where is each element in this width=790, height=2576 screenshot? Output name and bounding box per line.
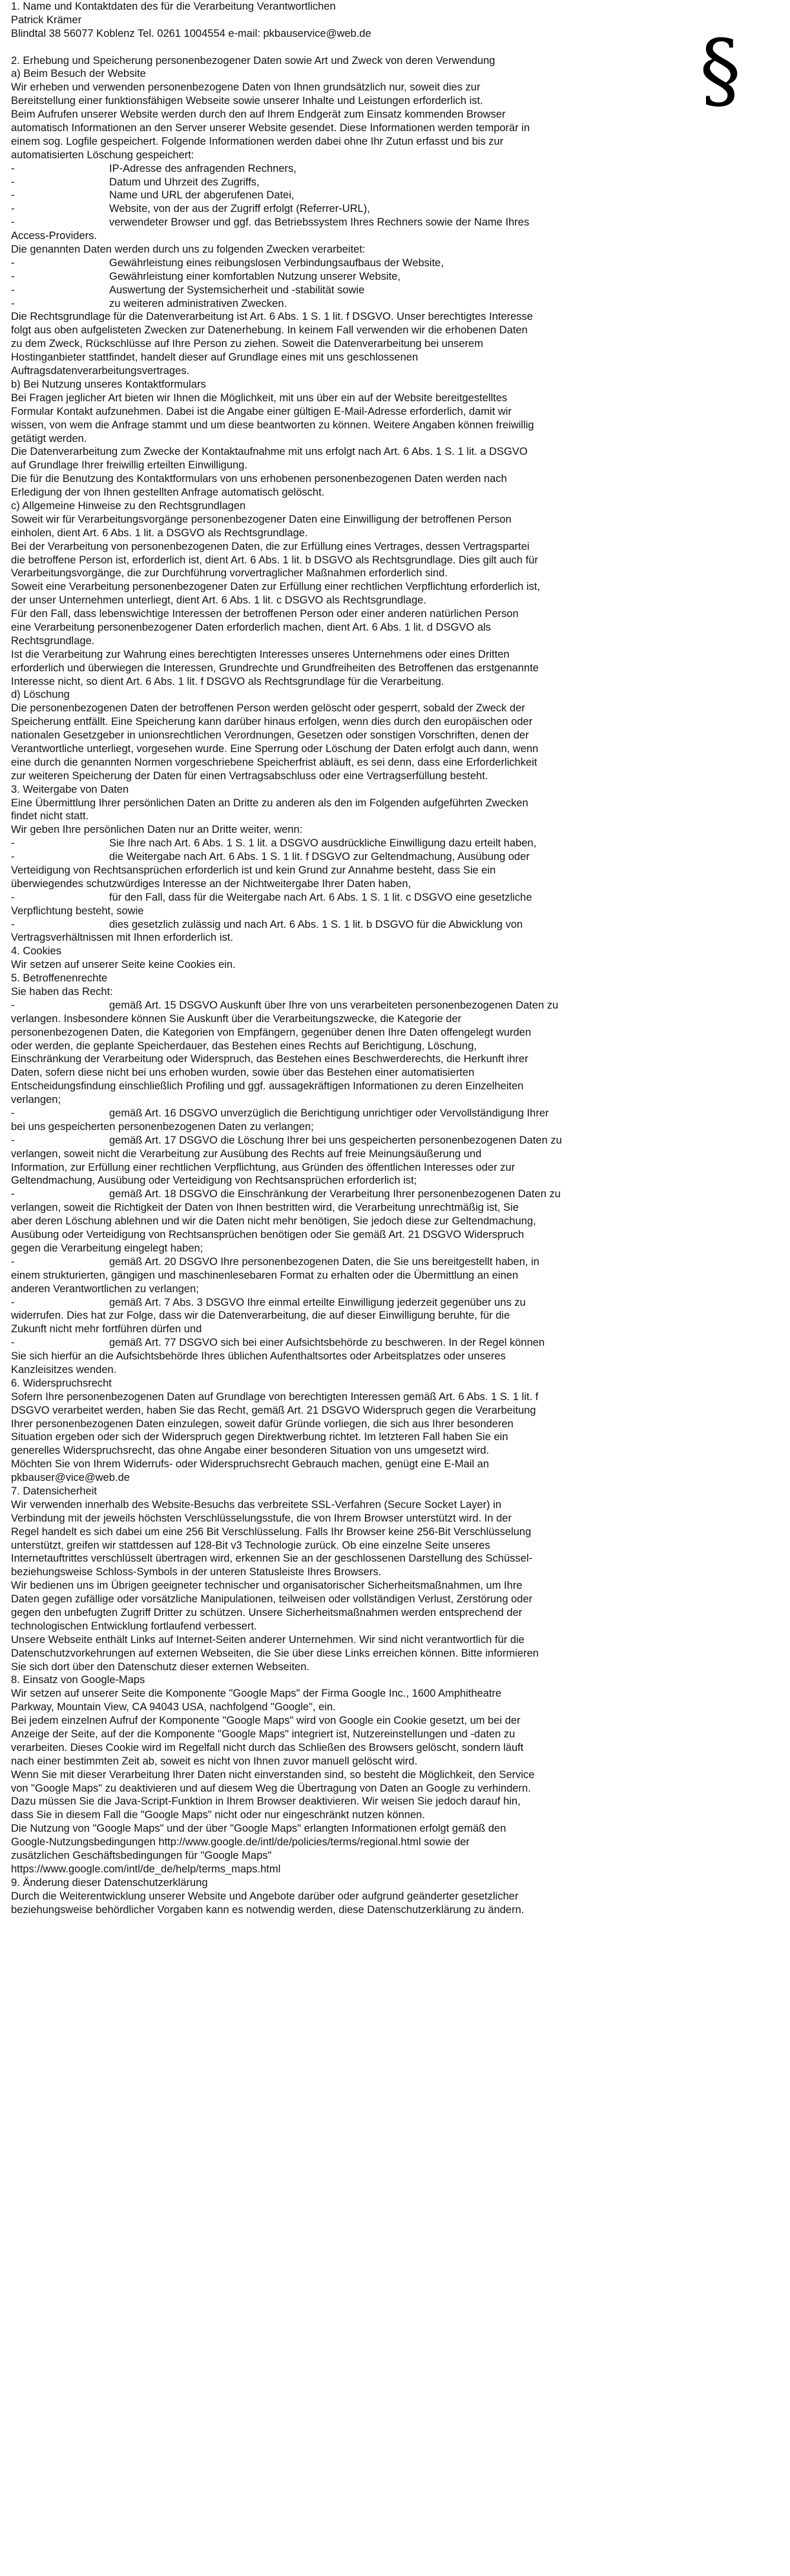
text-line: der unser Unternehmen unterliegt, dient Art. 6 Abs. 1 lit. c DSGVO als Rechtsgrundlage. <box>11 594 426 607</box>
text-line: Patrick Krämer <box>11 14 82 26</box>
text-line: Ausübung oder Verteidigung von Rechtsansprüchen benötigen oder Sie gemäß Art. 21 DSGVO Widerspruch <box>11 1229 525 1241</box>
text-line: Bei Fragen jeglicher Art bieten wir Ihnen die Möglichkeit, mit uns über ein auf der Website bereitgestelltes <box>11 392 508 404</box>
list-dash: - <box>11 851 15 863</box>
text-line: widerrufen. Dies hat zur Folge, dass wir die Datenverarbeitung, die auf dieser Einwilligung beruhte, für die <box>11 1310 510 1322</box>
text-line: personenbezogenen Daten, die Kategorien von Empfängern, gegenüber denen Ihre Daten offengelegt wurden <box>11 1026 532 1038</box>
text-line: Verpflichtung besteht, sowie <box>11 905 144 917</box>
list-dash: - <box>11 216 15 229</box>
list-dash: - <box>11 189 15 202</box>
text-line: nationalen Gesetzgeber in unionsrechtlichen Verordnungen, Gesetzen oder sonstigen Vorschriften, denen der <box>11 729 529 742</box>
text-line: Information, zur Erfüllung einer rechtlichen Verpflichtung, aus Gründen des öffentlichen Interesses oder zur <box>11 1161 515 1173</box>
text-line: Die Rechtsgrundlage für die Datenverarbeitung ist Art. 6 Abs. 1 S. 1 lit. f DSGVO. Unser berechtigtes Interesse <box>11 311 533 323</box>
text-line: einholen, dient Art. 6 Abs. 1 lit. a DSGVO als Rechtsgrundlage. <box>11 527 308 539</box>
text-line: erforderlich und überwiegen die Interessen, Grundrechte und Grundfreiheiten des Betroffenen das erstgenannte <box>11 662 539 674</box>
text-line: Wir setzen auf unserer Seite keine Cookies ein. <box>11 959 236 971</box>
text-line: eine Verarbeitung personenbezogener Daten erforderlich machen, dient Art. 6 Abs. 1 lit. d DSGVO als <box>11 621 491 633</box>
list-item-text: gemäß Art. 77 DSGVO sich bei einer Aufsichtsbehörde zu beschweren. In der Regel können <box>109 1337 545 1349</box>
list-item <box>11 837 696 850</box>
list-dash: - <box>11 284 15 296</box>
text-line: Für den Fall, dass lebenswichtige Interessen der betroffenen Person oder einer anderen natürlichen Person <box>11 608 519 620</box>
list-item-text: gemäß Art. 15 DSGVO Auskunft über Ihre von uns verarbeiteten personenbezogenen Daten zu <box>109 999 559 1011</box>
list-item-text: gemäß Art. 7 Abs. 3 DSGVO Ihre einmal erteilte Einwilligung jederzeit gegenüber uns zu <box>109 1296 526 1308</box>
text-line: Durch die Weiterentwicklung unserer Website und Angebote darüber oder aufgrund geänderter gesetzlicher <box>11 1890 519 1902</box>
text-line: 9. Änderung dieser Datenschutzerklärung <box>11 1876 208 1889</box>
text-line: Ihrer personenbezogenen Daten einzulegen, soweit dafür Gründe vorliegen, die sich aus Ihrer besonderen <box>11 1418 514 1430</box>
list-item <box>11 1296 696 1310</box>
text-line: Sie sich dort über den Datenschutz dieser externen Webseiten. <box>11 1660 309 1673</box>
text-line: Speicherung entfällt. Eine Speicherung kann darüber hinaus erfolgen, wenn dies durch den europäischen oder <box>11 716 533 728</box>
list-item <box>11 270 696 284</box>
list-item <box>11 1255 696 1269</box>
section-sign-icon: § <box>700 23 741 119</box>
list-item-text: zu weiteren administrativen Zwecken. <box>109 297 287 309</box>
text-line: Wenn Sie mit dieser Verarbeitung Ihrer Daten nicht einverstanden sind, so besteht die Möglichkeit, den Service <box>11 1768 535 1781</box>
text-line: Wir verwenden innerhalb des Website-Besuchs das verbreitete SSL-Verfahren (Secure Socket Layer) in <box>11 1498 502 1511</box>
text-line: findet nicht statt. <box>11 810 89 822</box>
text-line: getätigt werden. <box>11 432 87 445</box>
list-item <box>11 202 696 216</box>
text-line: auf Grundlage Ihrer freiwillig erteilten Einwilligung. <box>11 459 247 472</box>
list-item <box>11 162 696 176</box>
list-item-text: gemäß Art. 16 DSGVO unverzüglich die Berichtigung unrichtiger oder Vervollständigung Ihrer <box>109 1107 549 1120</box>
list-item-text: Website, von der aus der Zugriff erfolgt (Referrer-URL), <box>109 203 370 215</box>
text-line: Google-Nutzungsbedingungen http://www.google.de/intl/de/policies/terms/regional.html sowie der <box>11 1836 470 1848</box>
text-line: 7. Datensicherheit <box>11 1485 97 1497</box>
text-line: Situation ergeben oder sich der Widerspruch gegen Direktwerbung richtet. Im letzteren Fall haben Sie ein <box>11 1431 508 1443</box>
text-line: Auftragsdatenverarbeitungsvertrages. <box>11 365 190 377</box>
list-item <box>11 1134 696 1147</box>
list-item-text: Auswertung der Systemsicherheit und -stabilität sowie <box>109 284 365 296</box>
list-item-text: für den Fall, dass für die Weitergabe nach Art. 6 Abs. 1 S. 1 lit. c DSGVO eine gesetzliche <box>109 891 532 903</box>
text-line: Parkway, Mountain View, CA 94043 USA, nachfolgend "Google", ein. <box>11 1701 336 1713</box>
list-item-text: Name und URL der abgerufenen Datei, <box>109 189 295 202</box>
text-line: beziehungsweise behördlicher Vorgaben kann es notwendig werden, diese Datenschutzerklärung zu ändern. <box>11 1903 525 1916</box>
list-dash: - <box>11 837 15 850</box>
privacy-policy-document <box>11 0 696 1916</box>
text-line: Formular Kontakt aufzunehmen. Dabei ist die Angabe einer gültigen E-Mail-Adresse erforderlich, damit wir <box>11 405 512 417</box>
text-line: Bei der Verarbeitung von personenbezogenen Daten, die zur Erfüllung eines Vertrages, dessen Vertragspartei <box>11 540 530 552</box>
text-line: die betroffene Person ist, erforderlich ist, dient Art. 6 Abs. 1 lit. b DSGVO als Rechtsgrundlage. Dies gilt auch für <box>11 554 538 566</box>
list-item <box>11 918 696 932</box>
text-line: automatisch Informationen an den Server unserer Website gesendet. Diese Informationen werden temporär in <box>11 122 530 134</box>
text-line: Sie haben das Recht: <box>11 986 113 998</box>
text-line: Eine Übermittlung Ihrer persönlichen Daten an Dritte zu anderen als den im Folgenden aufgeführten Zwecken <box>11 797 528 809</box>
text-line: 5. Betroffenenrechte <box>11 972 108 985</box>
text-line: Verantwortliche unterliegt, vorgesehen wurde. Eine Sperrung oder Löschung der Daten erfolgt auch dann, wenn <box>11 742 539 755</box>
list-item <box>11 1188 696 1201</box>
text-line: 6. Widerspruchsrecht <box>11 1377 112 1389</box>
list-item <box>11 284 696 297</box>
list-dash: - <box>11 162 15 174</box>
text-line: 3. Weitergabe von Daten <box>11 783 129 795</box>
text-line: zur weiteren Speicherung der Daten für einen Vertragsabschluss oder eine Vertragserfüllung besteht. <box>11 770 488 782</box>
list-item-text: Datum und Uhrzeit des Zugriffs, <box>109 176 260 188</box>
text-line: b) Bei Nutzung unseres Kontaktformulars <box>11 378 206 390</box>
text-line: technologischen Entwicklung fortlaufend verbessert. <box>11 1620 257 1632</box>
text-line: Unsere Webseite enthält Links auf Internet-Seiten anderer Unternehmen. Wir sind nicht verantwortlich für die <box>11 1633 525 1646</box>
list-item-text: Sie Ihre nach Art. 6 Abs. 1 S. 1 lit. a DSGVO ausdrückliche Einwilligung dazu erteilt haben, <box>109 837 537 850</box>
list-item <box>11 850 696 864</box>
text-line: Vertragsverhältnissen mit Ihnen erforderlich ist. <box>11 932 233 944</box>
list-item-text: IP-Adresse des anfragenden Rechners, <box>109 162 296 174</box>
text-line: verlangen, soweit die Richtigkeit der Daten von Ihnen bestritten wird, die Verarbeitung unrechtmäßig ist, Sie <box>11 1202 519 1214</box>
text-line: Daten gegen zufällige oder vorsätzliche Manipulationen, teilweisen oder vollständigen Verlust, Zerstörung oder <box>11 1593 533 1606</box>
text-line: Sofern Ihre personenbezogenen Daten auf Grundlage von berechtigten Interessen gemäß Art. 6 Abs. 1 S. 1 lit. f <box>11 1390 539 1403</box>
text-line: Zukunft nicht mehr fortführen dürfen und <box>11 1323 202 1335</box>
list-dash: - <box>11 176 15 188</box>
text-line: beziehungsweise Schloss-Symbols in der unteren Statusleiste Ihres Browsers. <box>11 1566 382 1578</box>
text-line: Die personenbezogenen Daten der betroffenen Person werden gelöscht oder gesperrt, sobald der Zweck der <box>11 702 525 715</box>
text-line: generelles Widerspruchsrecht, das ohne Angabe einer besonderen Situation von uns umgesetzt wird. <box>11 1445 490 1457</box>
list-item <box>11 176 696 189</box>
text-line: Kanzleisitzes wenden. <box>11 1363 117 1376</box>
list-dash: - <box>11 1337 15 1349</box>
text-line: anderen Verantwortlichen zu verlangen; <box>11 1283 199 1295</box>
text-line: oder werden, die geplante Speicherdauer, das Bestehen eines Rechts auf Berichtigung, Löschung, <box>11 1040 477 1052</box>
text-line: zusätzlichen Geschäftsbedingungen für "Google Maps" <box>11 1850 272 1862</box>
text-line: Die Datenverarbeitung zum Zwecke der Kontaktaufnahme mit uns erfolgt nach Art. 6 Abs. 1 S. 1 lit. a DSGVO <box>11 446 528 458</box>
text-line: Sie sich hierfür an die Aufsichtsbehörde Ihres üblichen Aufenthaltsortes oder Arbeitsplatzes oder unseres <box>11 1350 506 1363</box>
list-item-text: gemäß Art. 20 DSGVO Ihre personenbezogenen Daten, die Sie uns bereitgestellt haben, in <box>109 1255 539 1268</box>
text-line: Regel handelt es sich dabei um eine 256 Bit Verschlüsselung. Falls Ihr Browser keine 256-Bit Verschlüsselung <box>11 1525 532 1538</box>
text-line: verlangen. Insbesondere können Sie Auskunft über die Verarbeitungszwecke, die Kategorie der <box>11 1012 462 1025</box>
list-item <box>11 891 696 905</box>
text-line: 8. Einsatz von Google-Maps <box>11 1674 145 1686</box>
text-line: Verarbeitungsvorgänge, die zur Durchführung vorvertraglicher Maßnahmen erforderlich sind. <box>11 567 448 580</box>
list-item-text: verwendeter Browser und ggf. das Betriebssystem Ihres Rechners sowie der Name Ihres <box>109 216 530 229</box>
text-line: folgt aus oben aufgelisteten Zwecken zur Datenerhebung. In keinem Fall verwenden wir die erhobenen Daten <box>11 324 528 337</box>
list-dash: - <box>11 203 15 215</box>
text-line: Ist die Verarbeitung zur Wahrung eines berechtigten Interesses unseres Unternehmens oder eines Dritten <box>11 648 510 660</box>
text-line: Verteidigung von Rechtsansprüchen erforderlich ist und kein Grund zur Annahme besteht, dass Sie ein <box>11 864 496 876</box>
text-line: aber deren Löschung ablehnen und wir die Daten nicht mehr benötigen, Sie jedoch diese zur Geltendmachung, <box>11 1215 536 1228</box>
list-item-text: dies gesetzlich zulässig und nach Art. 6 Abs. 1 S. 1 lit. b DSGVO für die Abwicklung von <box>109 918 523 930</box>
text-line: Die für die Benutzung des Kontaktformulars von uns erhobenen personenbezogenen Daten werden nach <box>11 473 507 485</box>
list-item <box>11 1107 696 1120</box>
text-line: Erledigung der von Ihnen gestellten Anfrage automatisch gelöscht. <box>11 487 325 499</box>
text-line: unterstützt, greifen wir stattdessen auf 128-Bit v3 Technologie zurück. Ob eine einzelne Seite unseres <box>11 1539 490 1551</box>
text-line: Bereitstellung einer funktionsfähigen Webseite sowie unserer Inhalte und Leistungen erforderlich ist. <box>11 95 483 107</box>
text-line: Wir erheben und verwenden personenbezogene Daten von Ihnen grundsätzlich nur, soweit dies zur <box>11 81 481 94</box>
list-dash: - <box>11 270 15 282</box>
text-line: DSGVO verarbeitet werden, haben Sie das Recht, gemäß Art. 21 DSGVO Widerspruch gegen die Verarbeitung <box>11 1404 536 1416</box>
text-line: verlangen, soweit nicht die Verarbeitung zur Ausübung des Rechts auf freie Meinungsäußerung und <box>11 1147 482 1160</box>
list-item <box>11 216 696 229</box>
list-dash: - <box>11 1107 15 1120</box>
list-item <box>11 189 696 202</box>
list-item-text: Gewährleistung einer komfortablen Nutzung unserer Website, <box>109 270 400 282</box>
text-line: einem sog. Logfile gespeichert. Folgende Informationen werden dabei ohne Ihr Zutun erfasst und bis zur <box>11 135 504 147</box>
text-line: Verbindung mit der jeweils höchsten Verschlüsselungsstufe, die von Ihrem Browser unterstützt wird. In der <box>11 1512 512 1524</box>
text-line: wissen, von wem die Anfrage stammt und um diese beantworten zu können. Weitere Angaben können freiwillig <box>11 419 534 431</box>
text-line: Möchten Sie von Ihrem Widerrufs- oder Widerspruchsrecht Gebrauch machen, genügt eine E-Mail an <box>11 1458 490 1471</box>
text-line: Wir bedienen uns im Übrigen geeigneter technischer und organisatorischer Sicherheitsmaßnahmen, um Ihre <box>11 1580 523 1592</box>
text-line: Entscheidungsfindung einschließlich Profiling und ggf. aussagekräftigen Informationen zu deren Einzelheiten <box>11 1080 524 1093</box>
list-item-text: Gewährleistung eines reibungslosen Verbindungsaufbaus der Website, <box>109 257 444 269</box>
text-line: von "Google Maps" zu deaktivieren und auf diesem Weg die Übertragung von Daten an Google zu verhindern. <box>11 1782 531 1794</box>
text-line: Anzeige der Seite, auf der die Komponente "Google Maps" integriert ist, Nutzereinstellungen und -daten zu <box>11 1728 515 1740</box>
text-line: Access-Providers. <box>11 230 97 242</box>
text-line: Geltendmachung, Ausübung oder Verteidigung von Rechtsansprüchen erforderlich ist; <box>11 1175 417 1187</box>
list-dash: - <box>11 1255 15 1268</box>
text-line: Dazu müssen Sie die Java-Script-Funktion in Ihrem Browser deaktivieren. Wir weisen Sie jedoch darauf hin, <box>11 1796 521 1808</box>
text-line: Rechtsgrundlage. <box>11 634 95 647</box>
text-line: Beim Aufrufen unserer Website werden durch den auf Ihrem Endgerät zum Einsatz kommenden Browser <box>11 109 506 121</box>
list-item-text: gemäß Art. 18 DSGVO die Einschränkung der Verarbeitung Ihrer personenbezogenen Daten zu <box>109 1188 561 1200</box>
text-line: verlangen; <box>11 1094 61 1106</box>
text-line: einem strukturierten, gängigen und maschinenlesebaren Format zu erhalten oder die Übermittlung an einen <box>11 1269 519 1281</box>
text-line: 4. Cookies <box>11 945 61 958</box>
text-line: Blindtal 38 56077 Koblenz Tel. 0261 1004554 e-mail: pkbauservice@web.de <box>11 27 371 39</box>
text-line: Einschränkung der Verarbeitung oder Widerspruch, das Bestehen eines Beschwerderechts, die Herkunft ihrer <box>11 1053 528 1065</box>
list-item-text: die Weitergabe nach Art. 6 Abs. 1 S. 1 lit. f DSGVO zur Geltendmachung, Ausübung oder <box>109 851 530 863</box>
text-line: 2. Erhebung und Speicherung personenbezogener Daten sowie Art und Zweck von deren Verwendung <box>11 54 495 67</box>
list-dash: - <box>11 257 15 269</box>
text-line: automatisierten Löschung gespeichert: <box>11 149 194 161</box>
text-line: nach einer bestimmten Zeit ab, soweit es nicht von Ihnen zuvor manuell gelöscht wird. <box>11 1755 418 1767</box>
text-line: Wir geben Ihre persönlichen Daten nur an Dritte weiter, wenn: <box>11 824 303 836</box>
text-line: pkbauser@vice@web.de <box>11 1472 130 1484</box>
text-line: Die Nutzung von "Google Maps" und der über "Google Maps" erlangten Informationen erfolgt gemäß den <box>11 1823 506 1835</box>
text-line: Interesse nicht, so dient Art. 6 Abs. 1 lit. f DSGVO als Rechtsgrundlage für die Verarbeitung. <box>11 675 444 687</box>
text-line: gegen den unbefugten Zugriff Dritter zu schützen. Unsere Sicherheitsmaßnahmen werden entsprechend der <box>11 1606 523 1618</box>
text-line: gegen die Verarbeitung eingelegt haben; <box>11 1242 203 1254</box>
list-dash: - <box>11 1134 15 1146</box>
text-line: Internetauftrittes verschlüsselt übertragen wird, erkennen Sie an der geschlossenen Darstellung des Schüssel- <box>11 1553 533 1565</box>
list-dash: - <box>11 999 15 1011</box>
text-line: c) Allgemeine Hinweise zu den Rechtsgrundlagen <box>11 499 246 512</box>
list-item <box>11 1336 696 1350</box>
text-line: d) Löschung <box>11 689 70 701</box>
text-line <box>11 41 696 54</box>
text-line: Bei jedem einzelnen Aufruf der Komponente "Google Maps" wird von Google ein Cookie gesetzt, um bei der <box>11 1715 521 1727</box>
text-line: Wir setzen auf unserer Seite die Komponente "Google Maps" der Firma Google Inc., 1600 Amphitheatre <box>11 1688 502 1700</box>
list-dash: - <box>11 1188 15 1200</box>
list-dash: - <box>11 1296 15 1308</box>
list-dash: - <box>11 918 15 930</box>
list-item <box>11 999 696 1012</box>
list-item-text: gemäß Art. 17 DSGVO die Löschung Ihrer bei uns gespeicherten personenbezogenen Daten zu <box>109 1134 562 1146</box>
text-line: Die genannten Daten werden durch uns zu folgenden Zwecken verarbeitet: <box>11 244 366 256</box>
text-line: zu dem Zweck, Rückschlüsse auf Ihre Person zu ziehen. Soweit die Datenverarbeitung bei unserem <box>11 338 483 350</box>
text-line: eine durch die genannten Normen vorgeschriebene Speicherfrist abläuft, es sei denn, dass eine Erforderlichkeit <box>11 756 537 768</box>
list-item <box>11 257 696 270</box>
list-item <box>11 297 696 311</box>
text-line: Datenschutzvorkehrungen auf externen Webseiten, die Sie über diese Links erreichen können. Bitte informieren <box>11 1647 539 1659</box>
list-dash: - <box>11 891 15 903</box>
text-line: dass Sie in diesem Fall die "Google Maps" nicht oder nur eingeschränkt nutzen können. <box>11 1809 425 1821</box>
text-line: verarbeiten. Dieses Cookie wird im Regelfall nicht durch das Schließen des Browsers gelöscht, sondern läuft <box>11 1741 524 1754</box>
text-line: a) Beim Besuch der Website <box>11 68 146 80</box>
text-line: bei uns gespeicherten personenbezogenen Daten zu verlangen; <box>11 1120 314 1133</box>
text-line: Hostinganbieter stattfindet, handelt dieser auf Grundlage eines mit uns geschlossenen <box>11 351 419 364</box>
text-line: https://www.google.com/intl/de_de/help/terms_maps.html <box>11 1863 281 1875</box>
text-line: überwiegendes schutzwürdiges Interesse an der Nichtweitergabe Ihrer Daten haben, <box>11 877 411 890</box>
text-line: Daten, sofern diese nicht bei uns erhoben wurden, sowie über das Bestehen einer automatisierten <box>11 1067 475 1079</box>
text-line: 1. Name und Kontaktdaten des für die Verarbeitung Verantwortlichen <box>11 1 336 12</box>
text-line: Soweit wir für Verarbeitungsvorgänge personenbezogener Daten eine Einwilligung der betroffenen Person <box>11 513 512 525</box>
text-line: Soweit eine Verarbeitung personenbezogener Daten zur Erfüllung einer rechtlichen Verpflichtung erforderlich ist, <box>11 581 541 593</box>
list-dash: - <box>11 297 15 309</box>
